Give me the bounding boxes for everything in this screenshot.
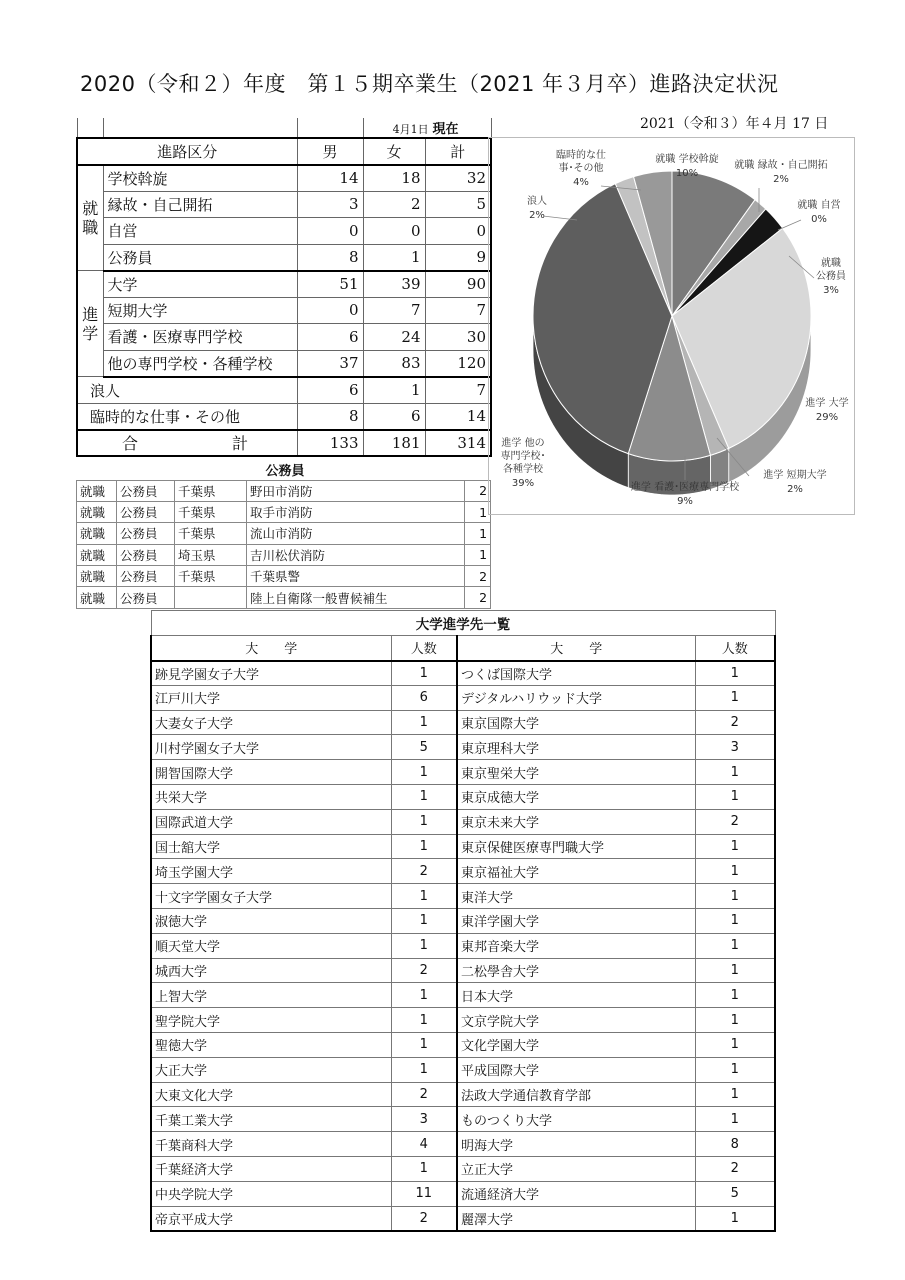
student-count: 1	[391, 710, 457, 735]
job-category: 公務員	[117, 587, 175, 608]
student-count: 5	[391, 735, 457, 760]
university-row	[151, 884, 775, 909]
employment-type: 就職	[77, 566, 117, 587]
total-count: 5	[425, 191, 491, 218]
student-count: 1	[695, 784, 775, 809]
university-name: 中央学院大学	[151, 1181, 391, 1206]
student-count: 2	[391, 1082, 457, 1107]
male-count: 3	[297, 191, 363, 218]
table-row	[77, 377, 491, 404]
student-count: 1	[391, 784, 457, 809]
university-row	[151, 1032, 775, 1057]
university-row	[151, 760, 775, 785]
female-header: 女	[363, 138, 425, 165]
student-count: 1	[695, 1082, 775, 1107]
pie-label-pct: 4%	[573, 177, 589, 188]
pie-label-name: 進学 他の	[501, 438, 545, 449]
civil-service-row	[77, 480, 491, 501]
university-row	[151, 1057, 775, 1082]
university-name: デジタルハリウッド大学	[457, 685, 695, 710]
university-header-row	[151, 636, 775, 661]
pie-svg	[489, 138, 856, 516]
student-count: 1	[695, 983, 775, 1008]
student-count: 1	[391, 1156, 457, 1181]
pie-label-pct: 2%	[529, 210, 545, 221]
student-count: 11	[391, 1181, 457, 1206]
university-name: 淑徳大学	[151, 908, 391, 933]
male-count: 51	[297, 271, 363, 298]
row-label: 公務員	[103, 244, 297, 271]
student-count: 4	[391, 1132, 457, 1157]
student-count: 1	[695, 1057, 775, 1082]
university-name: 東洋学園大学	[457, 908, 695, 933]
university-name: 麗澤大学	[457, 1206, 695, 1231]
prefecture: 千葉県	[175, 480, 247, 501]
summary-header-row	[77, 138, 491, 165]
table-row	[77, 218, 491, 245]
university-name: 明海大学	[457, 1132, 695, 1157]
student-count: 2	[391, 859, 457, 884]
female-count: 24	[363, 324, 425, 351]
summary-table	[76, 118, 492, 457]
university-row	[151, 958, 775, 983]
university-caption: 大学進学先一覧	[151, 611, 775, 636]
pie-label-name: 専門学校･	[500, 451, 546, 462]
university-count-header: 人数	[695, 636, 775, 661]
male-count: 6	[297, 377, 363, 404]
female-count: 2	[363, 191, 425, 218]
female-count: 1	[363, 377, 425, 404]
university-name: 東京保健医療専門職大学	[457, 834, 695, 859]
job-category: 公務員	[117, 566, 175, 587]
pie-label-pct: 29%	[815, 412, 839, 423]
prefecture: 千葉県	[175, 501, 247, 522]
student-count: 1	[695, 760, 775, 785]
female-count: 1	[363, 244, 425, 271]
total-count: 120	[425, 350, 491, 377]
pie-label	[797, 198, 840, 225]
civil-service-row	[77, 566, 491, 587]
as-of-date: 4月1日	[392, 123, 429, 136]
student-count: 1	[695, 933, 775, 958]
university-row	[151, 1156, 775, 1181]
headcount: 1	[465, 501, 491, 522]
row-label: 短期大学	[103, 297, 297, 324]
headcount: 2	[465, 587, 491, 608]
university-name: 大妻女子大学	[151, 710, 391, 735]
total-row-label: 合 計	[77, 430, 297, 457]
male-total: 133	[297, 430, 363, 457]
row-label: 自営	[103, 218, 297, 245]
university-name: 埼玉学園大学	[151, 859, 391, 884]
student-count: 2	[695, 1156, 775, 1181]
pie-label	[501, 436, 546, 489]
table-row	[77, 297, 491, 324]
student-count: 1	[391, 908, 457, 933]
female-count: 6	[363, 403, 425, 430]
employment-type: 就職	[77, 523, 117, 544]
university-name: 大東文化大学	[151, 1082, 391, 1107]
university-row	[151, 933, 775, 958]
total-count: 0	[425, 218, 491, 245]
university-name: 日本大学	[457, 983, 695, 1008]
pie-label-pct: 0%	[811, 214, 827, 225]
student-count: 1	[391, 834, 457, 859]
pie-label-name: 就職 学校斡旋	[655, 154, 719, 165]
female-count: 83	[363, 350, 425, 377]
job-category: 公務員	[117, 501, 175, 522]
pie-label-name: 各種学校	[503, 464, 543, 475]
civil-service-row	[77, 501, 491, 522]
university-name: 大正大学	[151, 1057, 391, 1082]
university-row	[151, 1132, 775, 1157]
student-count: 1	[695, 661, 775, 686]
university-name: 東京福祉大学	[457, 859, 695, 884]
student-count: 1	[695, 908, 775, 933]
university-name-header: 大 学	[151, 636, 391, 661]
total-count: 9	[425, 244, 491, 271]
total-count: 7	[425, 377, 491, 404]
university-name: 東京聖栄大学	[457, 760, 695, 785]
university-name: 国士舘大学	[151, 834, 391, 859]
job-category: 公務員	[117, 523, 175, 544]
university-name: 跡見学園女子大学	[151, 661, 391, 686]
student-count: 1	[695, 884, 775, 909]
prefecture	[175, 587, 247, 608]
university-row	[151, 834, 775, 859]
employment-group-label: 就職	[77, 165, 103, 271]
table-row	[77, 403, 491, 430]
university-name: 二松學舎大学	[457, 958, 695, 983]
male-count: 8	[297, 244, 363, 271]
organization: 陸上自衛隊一般曹候補生	[247, 587, 465, 608]
male-count: 8	[297, 403, 363, 430]
pie-label-pct: 10%	[675, 168, 699, 179]
headcount: 2	[465, 566, 491, 587]
pie-label-pct: 9%	[677, 496, 693, 507]
publish-date: 2021（令和３）年４月 17 日	[640, 116, 829, 132]
student-count: 2	[695, 710, 775, 735]
female-count: 7	[363, 297, 425, 324]
prefecture: 埼玉県	[175, 544, 247, 565]
pie-label	[816, 256, 846, 296]
university-name: 平成国際大学	[457, 1057, 695, 1082]
row-label: 浪人	[77, 377, 297, 404]
pie-label-name: 公務員	[816, 271, 846, 282]
male-header: 男	[297, 138, 363, 165]
pie-label-pct: 39%	[511, 478, 535, 489]
university-row	[151, 908, 775, 933]
university-row	[151, 859, 775, 884]
civil-service-caption: 公務員	[265, 464, 305, 480]
student-count: 8	[695, 1132, 775, 1157]
university-name: 東京理科大学	[457, 735, 695, 760]
organization: 千葉県警	[247, 566, 465, 587]
male-count: 14	[297, 165, 363, 192]
male-count: 0	[297, 218, 363, 245]
job-category: 公務員	[117, 480, 175, 501]
male-count: 6	[297, 324, 363, 351]
civil-service-row	[77, 544, 491, 565]
table-row	[77, 191, 491, 218]
university-name: 国際武道大学	[151, 809, 391, 834]
university-name: 法政大学通信教育学部	[457, 1082, 695, 1107]
pie-label-name: 臨時的な仕	[556, 150, 606, 161]
female-count: 39	[363, 271, 425, 298]
total-count: 14	[425, 403, 491, 430]
female-total: 181	[363, 430, 425, 457]
student-count: 1	[695, 685, 775, 710]
pie-label-name: 就職 縁故・自己開拓	[734, 160, 828, 171]
pie-label-pct: 3%	[823, 285, 839, 296]
as-of-label	[363, 118, 491, 138]
male-count: 37	[297, 350, 363, 377]
university-name: 東邦音楽大学	[457, 933, 695, 958]
pie-label-pct: 2%	[773, 174, 789, 185]
university-name: 文京学院大学	[457, 1008, 695, 1033]
university-name: 千葉商科大学	[151, 1132, 391, 1157]
organization: 流山市消防	[247, 523, 465, 544]
headcount: 1	[465, 544, 491, 565]
student-count: 1	[391, 809, 457, 834]
university-name: 聖学院大学	[151, 1008, 391, 1033]
university-count-header: 人数	[391, 636, 457, 661]
category-header: 進路区分	[77, 138, 297, 165]
prefecture: 千葉県	[175, 566, 247, 587]
total-count: 90	[425, 271, 491, 298]
university-name: 共栄大学	[151, 784, 391, 809]
university-row	[151, 685, 775, 710]
pie-label	[734, 158, 827, 185]
organization: 取手市消防	[247, 501, 465, 522]
employment-type: 就職	[77, 501, 117, 522]
university-name: 江戸川大学	[151, 685, 391, 710]
pie-label	[763, 468, 826, 495]
student-count: 1	[695, 958, 775, 983]
pie-label-pct: 2%	[787, 484, 803, 495]
university-row	[151, 710, 775, 735]
student-count: 1	[695, 1032, 775, 1057]
student-count: 1	[391, 1057, 457, 1082]
organization: 吉川松伏消防	[247, 544, 465, 565]
table-row	[77, 350, 491, 377]
row-label: 大学	[103, 271, 297, 298]
university-name-header: 大 学	[457, 636, 695, 661]
university-name: つくば国際大学	[457, 661, 695, 686]
student-count: 1	[391, 933, 457, 958]
university-name: 川村学園女子大学	[151, 735, 391, 760]
university-name: 東京成徳大学	[457, 784, 695, 809]
university-name: 東洋大学	[457, 884, 695, 909]
civil-service-row	[77, 523, 491, 544]
university-name: 千葉経済大学	[151, 1156, 391, 1181]
table-row	[77, 165, 491, 192]
employment-type: 就職	[77, 480, 117, 501]
pie-label	[527, 194, 547, 221]
headcount: 1	[465, 523, 491, 544]
university-row	[151, 784, 775, 809]
pie-label-name: 進学 大学	[805, 398, 849, 409]
civil-service-row	[77, 587, 491, 608]
table-row	[77, 271, 491, 298]
university-name: 千葉工業大学	[151, 1107, 391, 1132]
student-count: 1	[695, 859, 775, 884]
university-row	[151, 1008, 775, 1033]
university-row	[151, 661, 775, 686]
prefecture: 千葉県	[175, 523, 247, 544]
student-count: 6	[391, 685, 457, 710]
university-row	[151, 983, 775, 1008]
university-row	[151, 1082, 775, 1107]
headcount: 2	[465, 480, 491, 501]
pie-label-name: 就職	[821, 258, 841, 269]
total-header: 計	[425, 138, 491, 165]
pie-label	[805, 396, 848, 423]
total-row	[77, 430, 491, 457]
student-count: 2	[391, 1206, 457, 1231]
university-row	[151, 809, 775, 834]
university-row	[151, 1206, 775, 1231]
university-name: 順天堂大学	[151, 933, 391, 958]
university-name: 東京国際大学	[457, 710, 695, 735]
job-category: 公務員	[117, 544, 175, 565]
student-count: 1	[695, 834, 775, 859]
university-table	[150, 610, 776, 1232]
university-name: ものつくり大学	[457, 1107, 695, 1132]
university-name: 城西大学	[151, 958, 391, 983]
student-count: 1	[695, 1206, 775, 1231]
row-label: 他の専門学校・各種学校	[103, 350, 297, 377]
student-count: 1	[695, 1008, 775, 1033]
civil-service-table	[76, 460, 491, 609]
employment-type: 就職	[77, 587, 117, 608]
row-label: 学校斡旋	[103, 165, 297, 192]
university-row	[151, 1107, 775, 1132]
row-label: 臨時的な仕事・その他	[77, 403, 297, 430]
male-count: 0	[297, 297, 363, 324]
row-label: 看護・医療専門学校	[103, 324, 297, 351]
pie-label	[556, 148, 606, 188]
student-count: 2	[695, 809, 775, 834]
university-name: 上智大学	[151, 983, 391, 1008]
student-count: 1	[695, 1107, 775, 1132]
university-name: 帝京平成大学	[151, 1206, 391, 1231]
university-name: 東京未来大学	[457, 809, 695, 834]
female-count: 0	[363, 218, 425, 245]
table-row	[77, 244, 491, 271]
as-of-now: 現在	[432, 122, 459, 137]
page-title: 2020（令和２）年度 第１５期卒業生（2021 年３月卒）進路決定状況	[80, 72, 779, 96]
table-row	[77, 324, 491, 351]
pie-leader-line	[778, 220, 801, 230]
student-count: 1	[391, 760, 457, 785]
university-name: 聖徳大学	[151, 1032, 391, 1057]
grand-total: 314	[425, 430, 491, 457]
student-count: 3	[391, 1107, 457, 1132]
student-count: 1	[391, 1032, 457, 1057]
student-count: 1	[391, 1008, 457, 1033]
student-count: 1	[391, 983, 457, 1008]
university-name: 文化学園大学	[457, 1032, 695, 1057]
student-count: 1	[391, 884, 457, 909]
total-count: 30	[425, 324, 491, 351]
student-count: 3	[695, 735, 775, 760]
pie-label-name: 浪人	[527, 196, 547, 207]
university-row	[151, 1181, 775, 1206]
total-count: 7	[425, 297, 491, 324]
pie-label-name: 事･その他	[558, 163, 604, 174]
university-name: 開智国際大学	[151, 760, 391, 785]
employment-type: 就職	[77, 544, 117, 565]
student-count: 2	[391, 958, 457, 983]
university-name: 十文字学園女子大学	[151, 884, 391, 909]
university-name: 流通経済大学	[457, 1181, 695, 1206]
university-name: 立正大学	[457, 1156, 695, 1181]
pie-label-name: 進学 短期大学	[763, 470, 827, 481]
total-count: 32	[425, 165, 491, 192]
female-count: 18	[363, 165, 425, 192]
organization: 野田市消防	[247, 480, 465, 501]
student-count: 1	[391, 661, 457, 686]
student-count: 5	[695, 1181, 775, 1206]
university-row	[151, 735, 775, 760]
pie-label-name: 就職 自営	[797, 200, 841, 211]
career-pie-chart	[488, 137, 855, 515]
pie-label-name: 進学 看護･医療専門学校	[630, 482, 740, 493]
row-label: 縁故・自己開拓	[103, 191, 297, 218]
advance-group-label: 進学	[77, 271, 103, 377]
